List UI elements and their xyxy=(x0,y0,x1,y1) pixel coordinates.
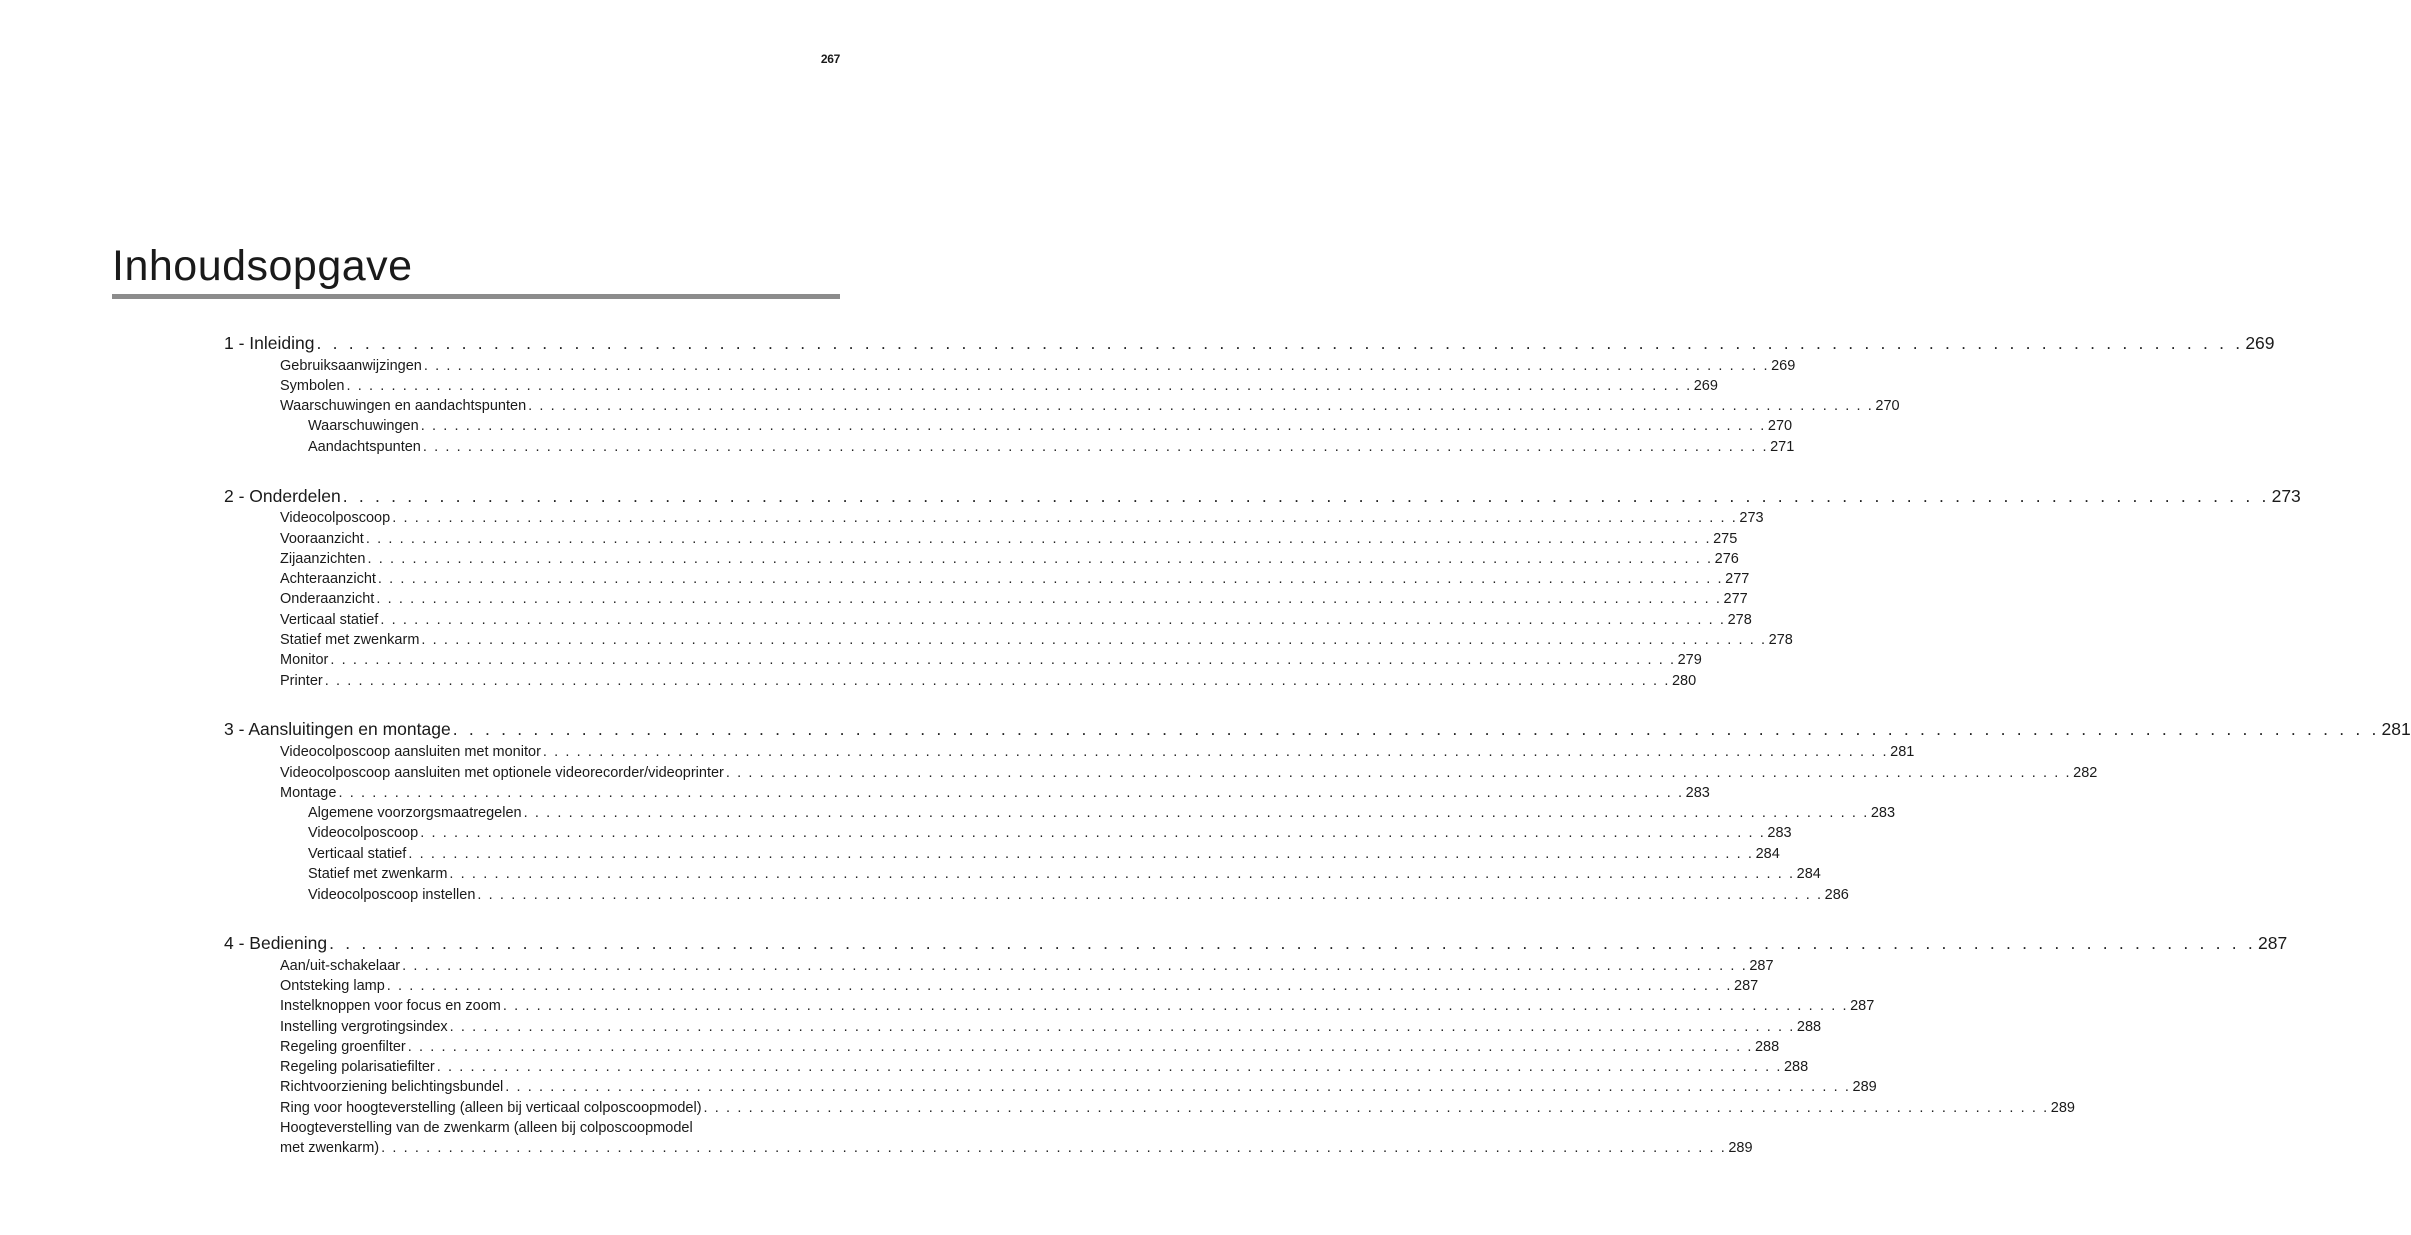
toc-page-number: 289 xyxy=(2050,1100,2075,1116)
toc-entry-label: Videocolposcoop aansluiten met optionele videorecorder/videoprinter xyxy=(280,765,724,781)
dot-leader: . . . . . . . . . . . . . . . . . . . . . . . . . . . . . . . . . . . . . . . . . . . . . . . . . . . . . . . . . . . . . . . . . . . . . . . . . . . . . . . . . . . . . . . . . . . . . . . . . . . . . . . . . . . . . . . . . . . . . . . . xyxy=(725,765,2072,781)
toc-subentry[interactable] xyxy=(308,864,1821,884)
toc-page-number: 287 xyxy=(2257,933,2288,953)
toc-entry-wrapped-line2[interactable] xyxy=(280,1138,1753,1158)
toc-chapter-label: 1 - Inleiding xyxy=(224,333,315,353)
dot-leader: . . . . . . . . . . . . . . . . . . . . . . . . . . . . . . . . . . . . . . . . . . . . . . . . . . . . . . . . . . . . . . . . . . . . . . . . . . . . . . . . . . . . . . . . . . . . . . . . . . . . . . . . . . . . . . . . . . . . . . . . xyxy=(505,1079,1851,1095)
dot-leader: . . . . . . . . . . . . . . . . . . . . . . . . . . . . . . . . . . . . . . . . . . . . . . . . . . . . . . . . . . . . . . . . . . . . . . . . . . . . . . . . . . . . . . . . . . . . . . . . . . . . . . . . . . . . . . . . . . . . . . . . xyxy=(377,571,1724,587)
toc-entry-label: Gebruiksaanwijzingen xyxy=(280,358,422,374)
toc-entry[interactable] xyxy=(280,763,2098,783)
toc-page-number: 284 xyxy=(1796,866,1821,882)
toc-page-number: 287 xyxy=(1749,958,1774,974)
toc-entry-label: Achteraanzicht xyxy=(280,571,376,587)
toc-entry-label: Onderaanzicht xyxy=(280,591,375,607)
dot-leader: . . . . . . . . . . . . . . . . . . . . . . . . . . . . . . . . . . . . . . . . . . . . . . . . . . . . . . . . . . . . . . . . . . . . . . . . . . . . . . . . . . . . . . . . . . . . . . . . . . . . . . . . . . . . . . . . . . . . . . . . xyxy=(449,1019,1795,1035)
dot-leader: . . . . . . . . . . . . . . . . . . . . . . . . . . . . . . . . . . . . . . . . . . . . . . . . . . . . . . . . . . . . . . . . . . . . . . . . . . . . . . . . . . . . . . . . . . . . . . . . . . . . . . . . . . . . . . . . . . . . . . . . xyxy=(502,998,1849,1014)
toc-entry-label: Ontsteking lamp xyxy=(280,978,385,994)
toc-entry[interactable] xyxy=(280,671,1697,691)
toc-subentry[interactable] xyxy=(308,437,1795,457)
toc-entry-label: Ring voor hoogteverstelling (alleen bij verticaal colposcoopmodel) xyxy=(280,1100,702,1116)
toc-chapter-label: 2 - Onderdelen xyxy=(224,486,341,506)
toc-page-number: 284 xyxy=(1755,846,1780,862)
toc-entry[interactable] xyxy=(280,589,1748,609)
toc-page-number: 280 xyxy=(1671,673,1697,689)
toc-page-number: 281 xyxy=(2381,719,2411,739)
toc-entry-label: Statief met zwenkarm xyxy=(280,632,420,648)
dot-leader: . . . . . . . . . . . . . . . . . . . . . . . . . . . . . . . . . . . . . . . . . . . . . . . . . . . . . . . . . . . . . . . . . . . . . . . . . . . . . . . . . . . . . . . . . . . . . . . . . . . . . . . . . . . . . . . . . . . . . . . . xyxy=(703,1100,2049,1116)
toc-chapter-label: 3 - Aansluitingen en montage xyxy=(224,719,451,739)
toc-page-number: 277 xyxy=(1725,571,1750,587)
toc-entry[interactable] xyxy=(280,1057,1809,1077)
toc-subentry[interactable] xyxy=(308,823,1792,843)
toc-entry-label: Instelling vergrotingsindex xyxy=(280,1019,448,1035)
toc-page-number: 273 xyxy=(2271,486,2301,506)
toc-page-number: 287 xyxy=(1734,978,1759,994)
toc-page-number: 275 xyxy=(1713,531,1738,547)
toc-entry[interactable] xyxy=(280,1037,1780,1057)
dot-leader: . . . . . . . . . . . . . . . . . . . . . . . . . . . . . . . . . . . . . . . . . . . . . . . . . . . . . . . . . . . . . . . . . . . . . . . . . . . . . . . . . . . . . . . . . . . . . . . . . . . . . . . . . . . . . . . . . . . . . . . . xyxy=(338,785,1684,801)
dot-leader: . . . . . . . . . . . . . . . . . . . . . . . . . . . . . . . . . . . . . . . . . . . . . . . . . . . . . . . . . . . . . . . . . . . . . . . . . . . . . . . . . . . . . . . . . . . . . . . . . . . . . . . . . . . . . . . . . . . . . . . . xyxy=(402,958,1748,974)
toc-entry[interactable] xyxy=(280,549,1739,569)
toc-page-number: 283 xyxy=(1870,805,1896,821)
page-number: 267 xyxy=(820,52,840,66)
dot-leader: . . . . . . . . . . . . . . . . . . . . . . . . . . . . . . . . . . . . . . . . . . . . . . . . . . . . . . . . . . . . . . . . . . . . . . . . . . . . . . . . . . . . . . . . . . . . . . . . . . . . . . . . . . . . . . . . . . . . . . . . xyxy=(408,846,1754,862)
toc-entry-label: Statief met zwenkarm xyxy=(308,866,448,882)
toc-entry[interactable] xyxy=(280,630,1793,650)
toc-subentry[interactable] xyxy=(308,844,1780,864)
toc-entry-label: Monitor xyxy=(280,652,329,668)
toc-page-number: 286 xyxy=(1824,887,1849,903)
toc-entry[interactable] xyxy=(280,529,1738,549)
dot-leader: . . . . . . . . . . . . . . . . . . . . . . . . . . . . . . . . . . . . . . . . . . . . . . . . . . . . . . . . . . . . . . . . . . . . . . . . . . . . . . . . . . . . . . . . . . . . . . . . . . . . . . . . . . . . . . . . . . . . . . . . xyxy=(386,978,1733,994)
toc-entry-label: Videocolposcoop xyxy=(280,510,391,526)
toc-entry[interactable] xyxy=(280,396,1900,416)
toc-entry-label: Waarschuwingen en aandachtspunten xyxy=(280,398,527,414)
toc-entry-label: Symbolen xyxy=(280,378,345,394)
dot-leader: . . . . . . . . . . . . . . . . . . . . . . . . . . . . . . . . . . . . . . . . . . . . . . . . . . . . . . . . . . . . . . . . . . . . . . . . . . . . . . . . . . . . . . . . . . . . . . . . . . . . . . . . . . . . . . . . . . . . . . . . xyxy=(380,612,1726,628)
toc-entry-label: Zijaanzichten xyxy=(280,551,366,567)
toc-entry-label: Aan/uit-schakelaar xyxy=(280,958,401,974)
dot-leader: . . . . . . . . . . . . . . . . . . . . . . . . . . . . . . . . . . . . . . . . . . . . . . . . . . . . . . . . . . . . . . . . . . . . . . . . . . . . . . . . . . . . . . . . . . . . . . . . . . . . . . . . . . . . . . . . . . . . . . . . xyxy=(542,744,1889,760)
toc-entry-label: Algemene voorzorgsmaatregelen xyxy=(308,805,522,821)
toc-page-number: 270 xyxy=(1767,418,1793,434)
dot-leader: . . . . . . . . . . . . . . . . . . . . . . . . . . . . . . . . . . . . . . . . . . . . . . . . . . . . . . . . . . . . . . . . . . . . . . . . . . . . . . . . . . . . . . . . . . . . . . . . . . . . . . . . . . . . . . . . . . . . . . . . xyxy=(342,486,2270,506)
toc-entry-label: Videocolposcoop aansluiten met monitor xyxy=(280,744,541,760)
dot-leader: . . . . . . . . . . . . . . . . . . . . . . . . . . . . . . . . . . . . . . . . . . . . . . . . . . . . . . . . . . . . . . . . . . . . . . . . . . . . . . . . . . . . . . . . . . . . . . . . . . . . . . . . . . . . . . . . . . . . . . . . xyxy=(523,805,1869,821)
toc-page-number: 283 xyxy=(1767,825,1792,841)
toc-entry-label: Montage xyxy=(280,785,337,801)
toc-entry[interactable] xyxy=(280,1098,2075,1118)
toc-entry-wrapped-line1[interactable]: Hoogteverstelling van de zwenkarm (alleen bij colposcoopmodel xyxy=(280,1120,693,1136)
toc-entry-label: Printer xyxy=(280,673,323,689)
dot-leader: . . . . . . . . . . . . . . . . . . . . . . . . . . . . . . . . . . . . . . . . . . . . . . . . . . . . . . . . . . . . . . . . . . . . . . . . . . . . . . . . . . . . . . . . . . . . . . . . . . . . . . . . . . . . . . . . . . . . . . . . xyxy=(420,825,1766,841)
dot-leader: . . . . . . . . . . . . . . . . . . . . . . . . . . . . . . . . . . . . . . . . . . . . . . . . . . . . . . . . . . . . . . . . . . . . . . . . . . . . . . . . . . . . . . . . . . . . . . . . . . . . . . . . . . . . . . . . . . . . . . . . xyxy=(477,887,1823,903)
toc-entry[interactable] xyxy=(280,508,1764,528)
toc-entry-label: Regeling groenfilter xyxy=(280,1039,406,1055)
toc-entry[interactable] xyxy=(280,610,1752,630)
toc-page-number: 276 xyxy=(1714,551,1739,567)
toc-page-number: 269 xyxy=(1693,378,1718,394)
toc-entry-label: Videocolposcoop instellen xyxy=(308,887,476,903)
toc-page-number: 270 xyxy=(1875,398,1900,414)
toc-entry-label: Instelknoppen voor focus en zoom xyxy=(280,998,501,1014)
dot-leader: . . . . . . . . . . . . . . . . . . . . . . . . . . . . . . . . . . . . . . . . . . . . . . . . . . . . . . . . . . . . . . . . . . . . . . . . . . . . . . . . . . . . . . . . . . . . . . . . . . . . . . . . . . . . . . . . . . . . . . . . xyxy=(422,439,1769,455)
toc-entry[interactable] xyxy=(280,356,1796,376)
toc-chapter-3[interactable] xyxy=(224,717,2411,741)
toc-page-number: 283 xyxy=(1685,785,1710,801)
dot-leader: . . . . . . . . . . . . . . . . . . . . . . . . . . . . . . . . . . . . . . . . . . . . . . . . . . . . . . . . . . . . . . . . . . . . . . . . . . . . . . . . . . . . . . . . . . . . . . . . . . . . . . . . . . . . . . . . . . . . . . . . xyxy=(367,551,1713,567)
dot-leader: . . . . . . . . . . . . . . . . . . . . . . . . . . . . . . . . . . . . . . . . . . . . . . . . . . . . . . . . . . . . . . . . . . . . . . . . . . . . . . . . . . . . . . . . . . . . . . . . . . . . . . . . . . . . . . . . . . . . . . . . xyxy=(376,591,1722,607)
toc-page-number: 278 xyxy=(1727,612,1752,628)
dot-leader: . . . . . . . . . . . . . . . . . . . . . . . . . . . . . . . . . . . . . . . . . . . . . . . . . . . . . . . . . . . . . . . . . . . . . . . . . . . . . . . . . . . . . . . . . . . . . . . . . . . . . . . . . . . . . . . . . . . . . . . . xyxy=(423,358,1770,374)
toc-page-number: 278 xyxy=(1768,632,1793,648)
dot-leader: . . . . . . . . . . . . . . . . . . . . . . . . . . . . . . . . . . . . . . . . . . . . . . . . . . . . . . . . . . . . . . . . . . . . . . . . . . . . . . . . . . . . . . . . . . . . . . . . . . . . . . . . . . . . . . . . . . . . . . . . xyxy=(316,333,2244,353)
dot-leader: . . . . . . . . . . . . . . . . . . . . . . . . . . . . . . . . . . . . . . . . . . . . . . . . . . . . . . . . . . . . . . . . . . . . . . . . . . . . . . . . . . . . . . . . . . . . . . . . . . . . . . . . . . . . . . . . . . . . . . . . xyxy=(452,719,2380,739)
toc-entry-label: met zwenkarm) xyxy=(280,1140,380,1156)
dot-leader: . . . . . . . . . . . . . . . . . . . . . . . . . . . . . . . . . . . . . . . . . . . . . . . . . . . . . . . . . . . . . . . . . . . . . . . . . . . . . . . . . . . . . . . . . . . . . . . . . . . . . . . . . . . . . . . . . . . . . . . . xyxy=(381,1140,1727,1156)
toc-page-number: 271 xyxy=(1770,439,1795,455)
dot-leader: . . . . . . . . . . . . . . . . . . . . . . . . . . . . . . . . . . . . . . . . . . . . . . . . . . . . . . . . . . . . . . . . . . . . . . . . . . . . . . . . . . . . . . . . . . . . . . . . . . . . . . . . . . . . . . . . . . . . . . . . xyxy=(421,632,1767,648)
dot-leader: . . . . . . . . . . . . . . . . . . . . . . . . . . . . . . . . . . . . . . . . . . . . . . . . . . . . . . . . . . . . . . . . . . . . . . . . . . . . . . . . . . . . . . . . . . . . . . . . . . . . . . . . . . . . . . . . . . . . . . . . xyxy=(330,652,1676,668)
toc-entry-label: Videocolposcoop xyxy=(308,825,419,841)
toc-entry[interactable] xyxy=(280,569,1750,589)
dot-leader: . . . . . . . . . . . . . . . . . . . . . . . . . . . . . . . . . . . . . . . . . . . . . . . . . . . . . . . . . . . . . . . . . . . . . . . . . . . . . . . . . . . . . . . . . . . . . . . . . . . . . . . . . . . . . . . . . . . . . . . . xyxy=(392,510,1738,526)
toc-page-number: 288 xyxy=(1796,1019,1822,1035)
dot-leader: . . . . . . . . . . . . . . . . . . . . . . . . . . . . . . . . . . . . . . . . . . . . . . . . . . . . . . . . . . . . . . . . . . . . . . . . . . . . . . . . . . . . . . . . . . . . . . . . . . . . . . . . . . . . . . . . . . . . . . . . xyxy=(528,398,1874,414)
dot-leader: . . . . . . . . . . . . . . . . . . . . . . . . . . . . . . . . . . . . . . . . . . . . . . . . . . . . . . . . . . . . . . . . . . . . . . . . . . . . . . . . . . . . . . . . . . . . . . . . . . . . . . . . . . . . . . . . . . . . . . . . xyxy=(407,1039,1753,1055)
toc-page-number: 289 xyxy=(1852,1079,1877,1095)
toc-page-number: 269 xyxy=(1771,358,1796,374)
toc-entry[interactable] xyxy=(280,956,1774,976)
toc-entry[interactable] xyxy=(280,976,1759,996)
toc-entry-label: Verticaal statief xyxy=(280,612,379,628)
toc-page-number: 282 xyxy=(2073,765,2098,781)
toc-entry[interactable] xyxy=(280,783,1710,803)
toc-page-number: 277 xyxy=(1723,591,1748,607)
toc-entry-label: Verticaal statief xyxy=(308,846,407,862)
toc-subentry[interactable] xyxy=(308,885,1849,905)
toc-page-number: 273 xyxy=(1739,510,1764,526)
toc-entry[interactable] xyxy=(280,742,1915,762)
page-title: Inhoudsopgave xyxy=(112,242,413,290)
toc-entry-label: Richtvoorziening belichtingsbundel xyxy=(280,1079,504,1095)
toc-subentry[interactable] xyxy=(308,416,1793,436)
dot-leader: . . . . . . . . . . . . . . . . . . . . . . . . . . . . . . . . . . . . . . . . . . . . . . . . . . . . . . . . . . . . . . . . . . . . . . . . . . . . . . . . . . . . . . . . . . . . . . . . . . . . . . . . . . . . . . . . . . . . . . . . xyxy=(420,418,1766,434)
toc-entry-label: Vooraanzicht xyxy=(280,531,364,547)
toc-page-number: 287 xyxy=(1850,998,1875,1014)
toc-page-number: 288 xyxy=(1754,1039,1780,1055)
dot-leader: . . . . . . . . . . . . . . . . . . . . . . . . . . . . . . . . . . . . . . . . . . . . . . . . . . . . . . . . . . . . . . . . . . . . . . . . . . . . . . . . . . . . . . . . . . . . . . . . . . . . . . . . . . . . . . . . . . . . . . . . xyxy=(365,531,1712,547)
toc-entry-label: Aandachtspunten xyxy=(308,439,421,455)
dot-leader: . . . . . . . . . . . . . . . . . . . . . . . . . . . . . . . . . . . . . . . . . . . . . . . . . . . . . . . . . . . . . . . . . . . . . . . . . . . . . . . . . . . . . . . . . . . . . . . . . . . . . . . . . . . . . . . . . . . . . . . . xyxy=(436,1059,1782,1075)
toc-chapter-4[interactable] xyxy=(224,931,2288,955)
toc-page-number: 288 xyxy=(1783,1059,1809,1075)
toc-entry[interactable] xyxy=(280,1077,1877,1097)
toc-page-number: 281 xyxy=(1890,744,1915,760)
toc-entry[interactable] xyxy=(280,996,1875,1016)
toc-subentry[interactable] xyxy=(308,803,1896,823)
toc-chapter-2[interactable] xyxy=(224,484,2301,508)
toc-page-number: 289 xyxy=(1728,1140,1753,1156)
toc-chapter-label: 4 - Bediening xyxy=(224,933,328,953)
toc-entry-label: Waarschuwingen xyxy=(308,418,419,434)
toc-page-number: 279 xyxy=(1677,652,1702,668)
dot-leader: . . . . . . . . . . . . . . . . . . . . . . . . . . . . . . . . . . . . . . . . . . . . . . . . . . . . . . . . . . . . . . . . . . . . . . . . . . . . . . . . . . . . . . . . . . . . . . . . . . . . . . . . . . . . . . . . . . . . . . . . xyxy=(324,673,1670,689)
toc-entry[interactable] xyxy=(280,650,1702,670)
toc-entry-label: Regeling polarisatiefilter xyxy=(280,1059,435,1075)
toc-entry[interactable] xyxy=(280,1017,1822,1037)
toc-page-number: 269 xyxy=(2245,333,2275,353)
dot-leader: . . . . . . . . . . . . . . . . . . . . . . . . . . . . . . . . . . . . . . . . . . . . . . . . . . . . . . . . . . . . . . . . . . . . . . . . . . . . . . . . . . . . . . . . . . . . . . . . . . . . . . . . . . . . . . . . . . . . . . . . xyxy=(449,866,1795,882)
dot-leader: . . . . . . . . . . . . . . . . . . . . . . . . . . . . . . . . . . . . . . . . . . . . . . . . . . . . . . . . . . . . . . . . . . . . . . . . . . . . . . . . . . . . . . . . . . . . . . . . . . . . . . . . . . . . . . . . . . . . . . . . xyxy=(346,378,1692,394)
dot-leader: . . . . . . . . . . . . . . . . . . . . . . . . . . . . . . . . . . . . . . . . . . . . . . . . . . . . . . . . . . . . . . . . . . . . . . . . . . . . . . . . . . . . . . . . . . . . . . . . . . . . . . . . . . . . . . . . . . . . . . . . xyxy=(329,933,2256,953)
toc-chapter-1[interactable] xyxy=(224,331,2275,355)
toc-entry[interactable] xyxy=(280,376,1718,396)
